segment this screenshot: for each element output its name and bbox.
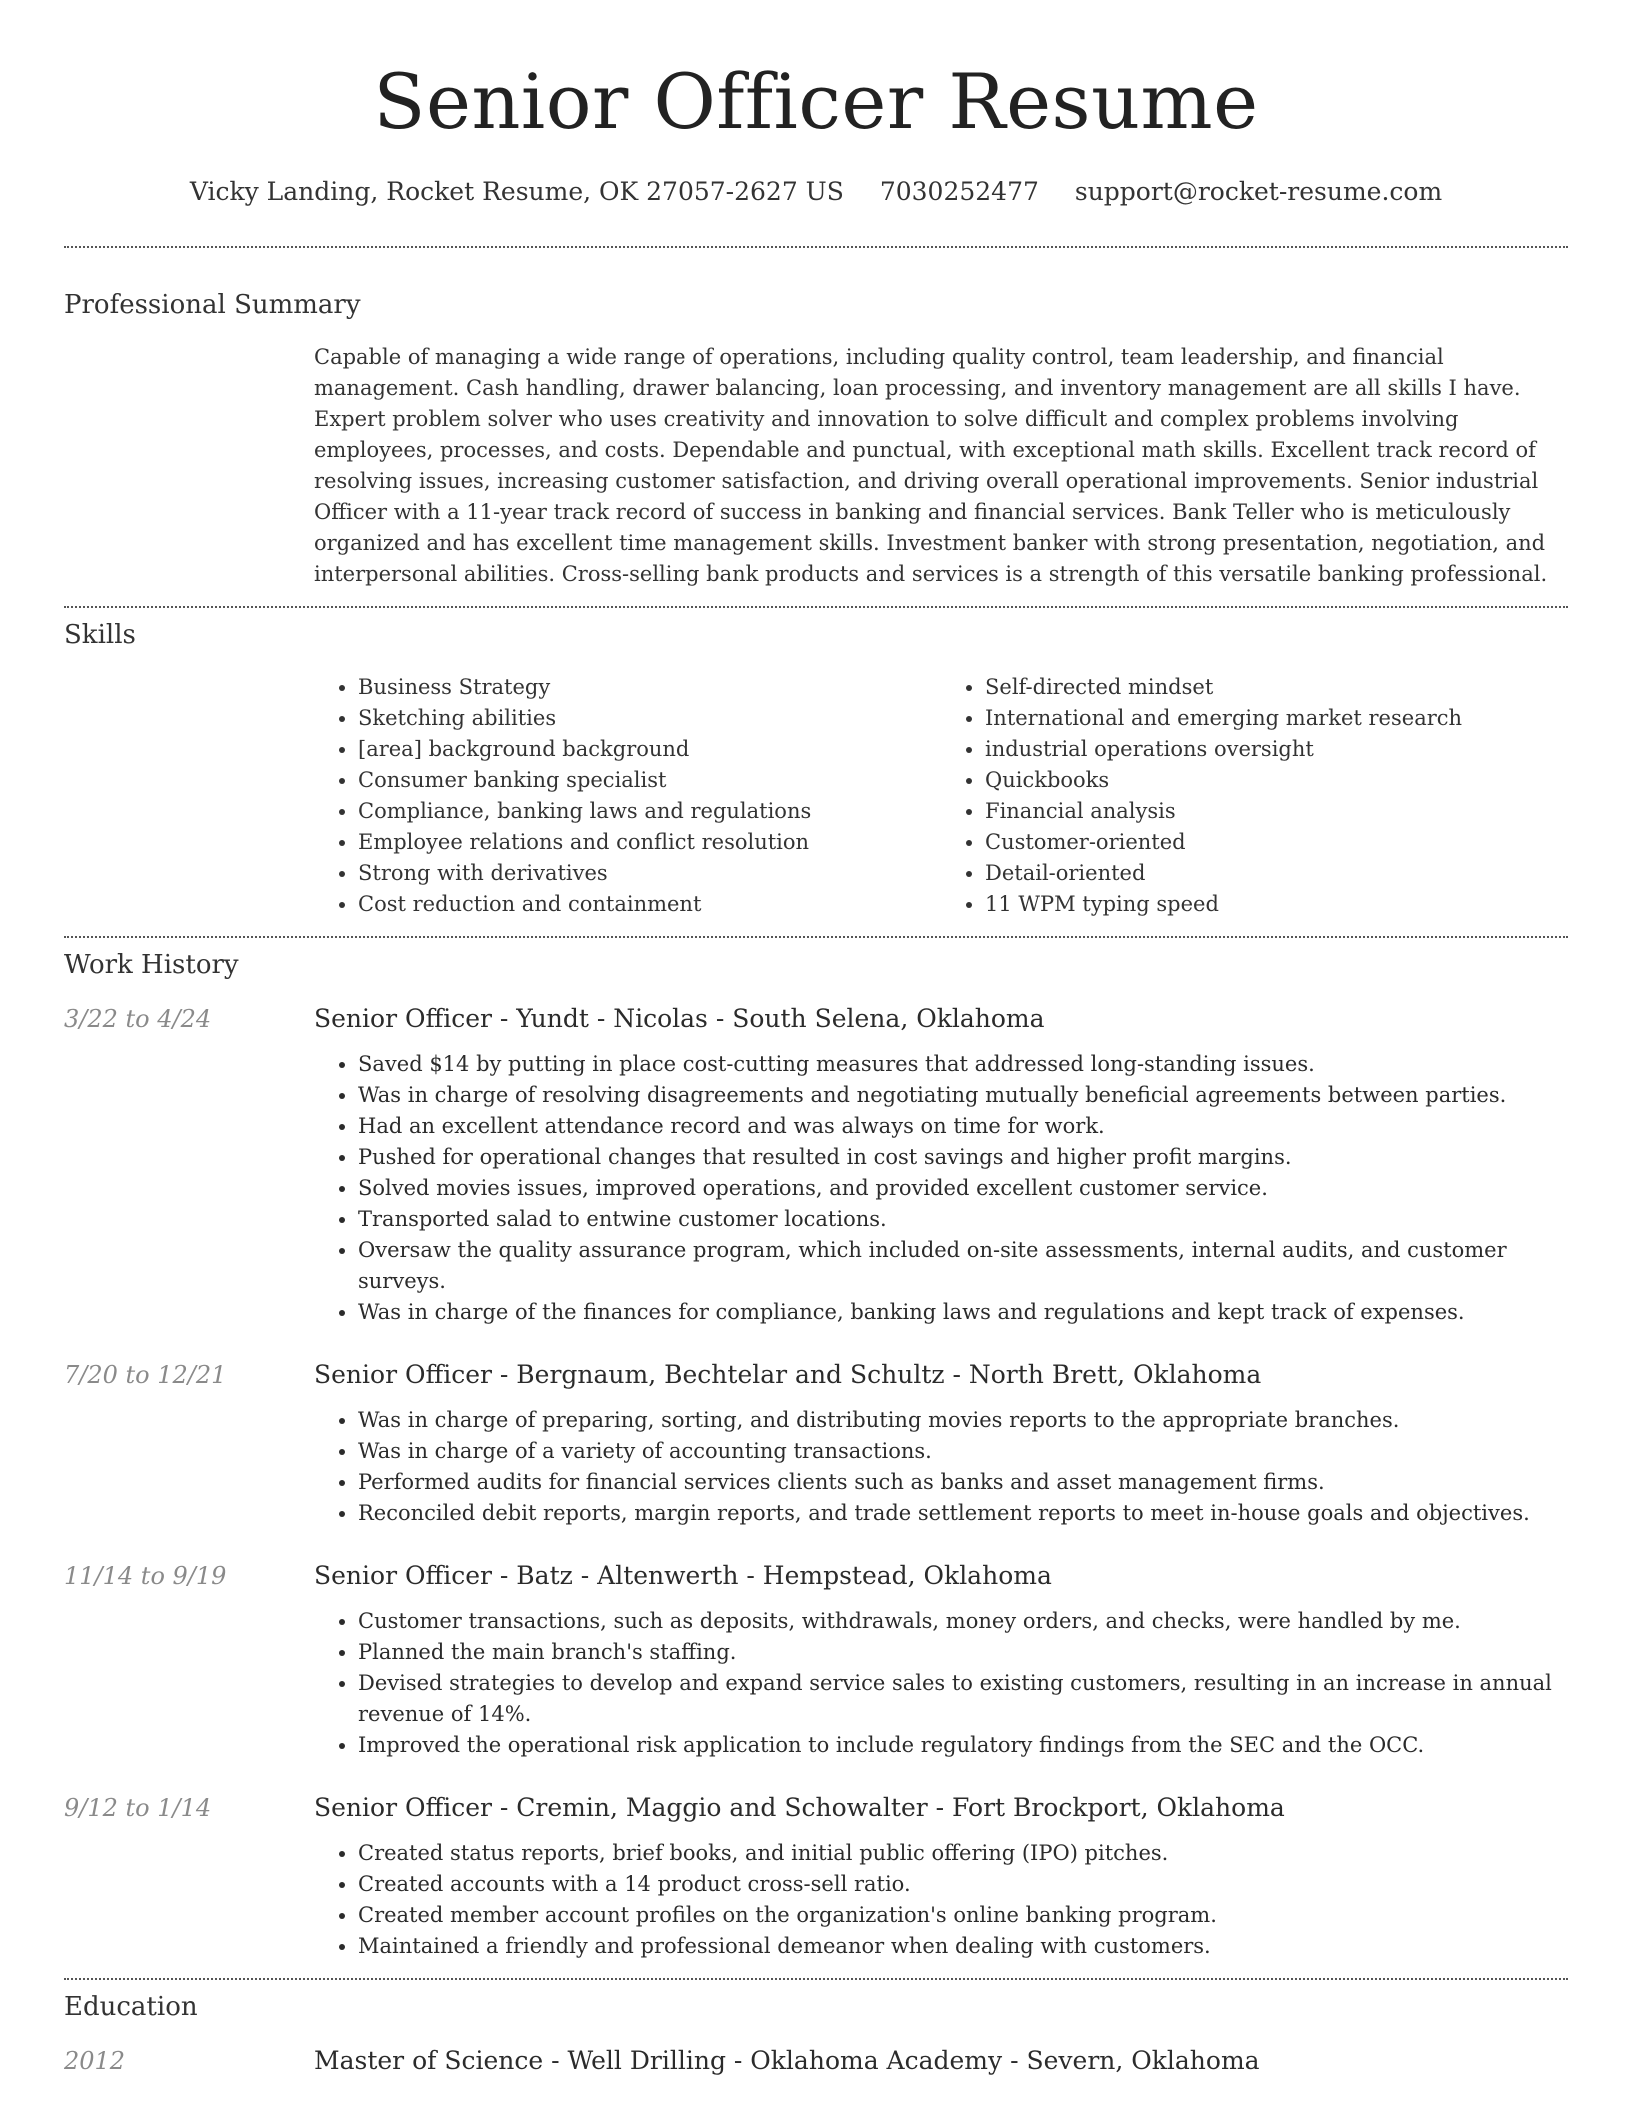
skill-item: • Consumer banking specialist xyxy=(358,765,941,796)
skill-item: • [area] background background xyxy=(358,734,941,765)
summary-heading: Professional Summary xyxy=(64,290,361,320)
skill-item: • Strong with derivatives xyxy=(358,858,941,889)
job-title: Senior Officer - Bergnaum, Bechtelar and Schultz - North Brett, Oklahoma xyxy=(314,1360,1262,1389)
job-bullet: • Was in charge of preparing, sorting, and distributing movies reports to the appropriate branches. xyxy=(358,1405,1568,1436)
job-title: Senior Officer - Batz - Altenwerth - Hempstead, Oklahoma xyxy=(314,1561,1052,1590)
job-title: Senior Officer - Cremin, Maggio and Schowalter - Fort Brockport, Oklahoma xyxy=(314,1793,1285,1822)
job-bullet: • Reconciled debit reports, margin reports, and trade settlement reports to meet in-house goals and objectives. xyxy=(358,1498,1568,1529)
education-body xyxy=(314,2044,1568,2091)
job-bullet: • Oversaw the quality assurance program, which included on-site assessments, internal audits, and customer surveys. xyxy=(358,1235,1568,1297)
skills-section xyxy=(64,608,1568,936)
job-bullets xyxy=(314,1606,1568,1761)
skill-item: • Financial analysis xyxy=(985,796,1568,827)
job-bullets xyxy=(314,1405,1568,1529)
summary-text: Capable of managing a wide range of operations, including quality control, team leadership, and financial management. Cash handling, drawer balancing, loan processing, and inventory management are all skills I have. Expert problem solver who uses creativity and innovation to solve difficult and complex problems involving employees, processes, and costs. Dependable and punctual, with exceptional math skills. Excellent track record of resolving issues, increasing customer satisfaction, and driving overall operational improvements. Senior industrial Officer with a 11-year track record of success in banking and financial services. Bank Teller who is meticulously organized and has excellent time management skills. Investment banker with strong presentation, negotiation, and interpersonal abilities. Cross-selling bank products and services is a strength of this versatile banking professional. xyxy=(314,345,1548,586)
job-bullet: • Was in charge of the finances for compliance, banking laws and regulations and kept track of expenses. xyxy=(358,1297,1568,1328)
skill-item: • Detail-oriented xyxy=(985,858,1568,889)
skills-content xyxy=(314,672,1568,920)
summary-section xyxy=(64,248,1568,606)
job-bullet: • Created accounts with a 14 product cross-sell ratio. xyxy=(358,1869,1568,1900)
job-body xyxy=(314,1358,1568,1529)
job-bullet: • Planned the main branch's staffing. xyxy=(358,1637,1568,1668)
summary-content xyxy=(314,342,1568,590)
skill-item: • International and emerging market research xyxy=(985,703,1568,734)
job-body xyxy=(314,1559,1568,1761)
job-bullet: • Improved the operational risk application to include regulatory findings from the SEC and the OCC. xyxy=(358,1730,1568,1761)
job-entry xyxy=(64,1002,1568,1328)
job-bullet: • Pushed for operational changes that resulted in cost savings and higher profit margins. xyxy=(358,1142,1568,1173)
skill-item: • Self-directed mindset xyxy=(985,672,1568,703)
education-date: 2012 xyxy=(64,2047,126,2075)
job-bullet: • Solved movies issues, improved operations, and provided excellent customer service. xyxy=(358,1173,1568,1204)
job-date: 7/20 to 12/21 xyxy=(64,1361,227,1389)
skill-item: • Business Strategy xyxy=(358,672,941,703)
contact-phone: 7030252477 xyxy=(879,177,1039,206)
job-bullet: • Had an excellent attendance record and was always on time for work. xyxy=(358,1111,1568,1142)
contact-line xyxy=(64,176,1568,208)
job-title: Senior Officer - Yundt - Nicolas - South Selena, Oklahoma xyxy=(314,1004,1045,1033)
skill-item: • 11 WPM typing speed xyxy=(985,889,1568,920)
skill-item: • Cost reduction and containment xyxy=(358,889,941,920)
education-title: Master of Science - Well Drilling - Oklahoma Academy - Severn, Oklahoma xyxy=(314,2046,1260,2075)
contact-address: Vicky Landing, Rocket Resume, OK 27057-2627 US xyxy=(189,177,844,206)
skills-heading: Skills xyxy=(64,620,136,650)
job-bullet: • Maintained a friendly and professional demeanor when dealing with customers. xyxy=(358,1931,1568,1962)
job-bullet: • Devised strategies to develop and expand service sales to existing customers, resulting in an increase in annual revenue of 14%. xyxy=(358,1668,1568,1730)
education-entries xyxy=(64,2044,1568,2091)
job-bullet: • Transported salad to entwine customer locations. xyxy=(358,1204,1568,1235)
job-bullet: • Created member account profiles on the organization's online banking program. xyxy=(358,1900,1568,1931)
job-bullet: • Created status reports, brief books, and initial public offering (IPO) pitches. xyxy=(358,1838,1568,1869)
job-bullets xyxy=(314,1049,1568,1328)
work-section xyxy=(64,938,1568,1962)
education-heading: Education xyxy=(64,1992,198,2022)
job-date: 11/14 to 9/19 xyxy=(64,1562,227,1590)
education-section xyxy=(64,1980,1568,2091)
skill-item: • Employee relations and conflict resolution xyxy=(358,827,941,858)
education-entry xyxy=(64,2044,1568,2091)
job-date: 9/12 to 1/14 xyxy=(64,1794,212,1822)
job-bullet: • Was in charge of a variety of accounting transactions. xyxy=(358,1436,1568,1467)
job-bullet: • Was in charge of resolving disagreements and negotiating mutually beneficial agreements between parties. xyxy=(358,1080,1568,1111)
job-entry xyxy=(64,1559,1568,1761)
job-body xyxy=(314,1002,1568,1328)
skill-item: • Customer-oriented xyxy=(985,827,1568,858)
skill-item: • Sketching abilities xyxy=(358,703,941,734)
job-bullet: • Saved $14 by putting in place cost-cutting measures that addressed long-standing issues. xyxy=(358,1049,1568,1080)
contact-email: support@rocket-resume.com xyxy=(1074,177,1443,206)
skill-item: • Quickbooks xyxy=(985,765,1568,796)
job-entry xyxy=(64,1358,1568,1529)
job-bullets xyxy=(314,1838,1568,1962)
skills-list-left xyxy=(314,672,941,920)
resume-title: Senior Officer Resume xyxy=(373,57,1259,146)
job-bullet: • Customer transactions, such as deposits, withdrawals, money orders, and checks, were handled by me. xyxy=(358,1606,1568,1637)
skill-item: • Compliance, banking laws and regulations xyxy=(358,796,941,827)
skills-list-right xyxy=(941,672,1568,920)
work-entries xyxy=(64,1002,1568,1962)
job-date: 3/22 to 4/24 xyxy=(64,1005,212,1033)
work-heading: Work History xyxy=(64,950,239,980)
job-bullet: • Performed audits for financial services clients such as banks and asset management firms. xyxy=(358,1467,1568,1498)
job-entry xyxy=(64,1791,1568,1962)
job-body xyxy=(314,1791,1568,1962)
skill-item: • industrial operations oversight xyxy=(985,734,1568,765)
